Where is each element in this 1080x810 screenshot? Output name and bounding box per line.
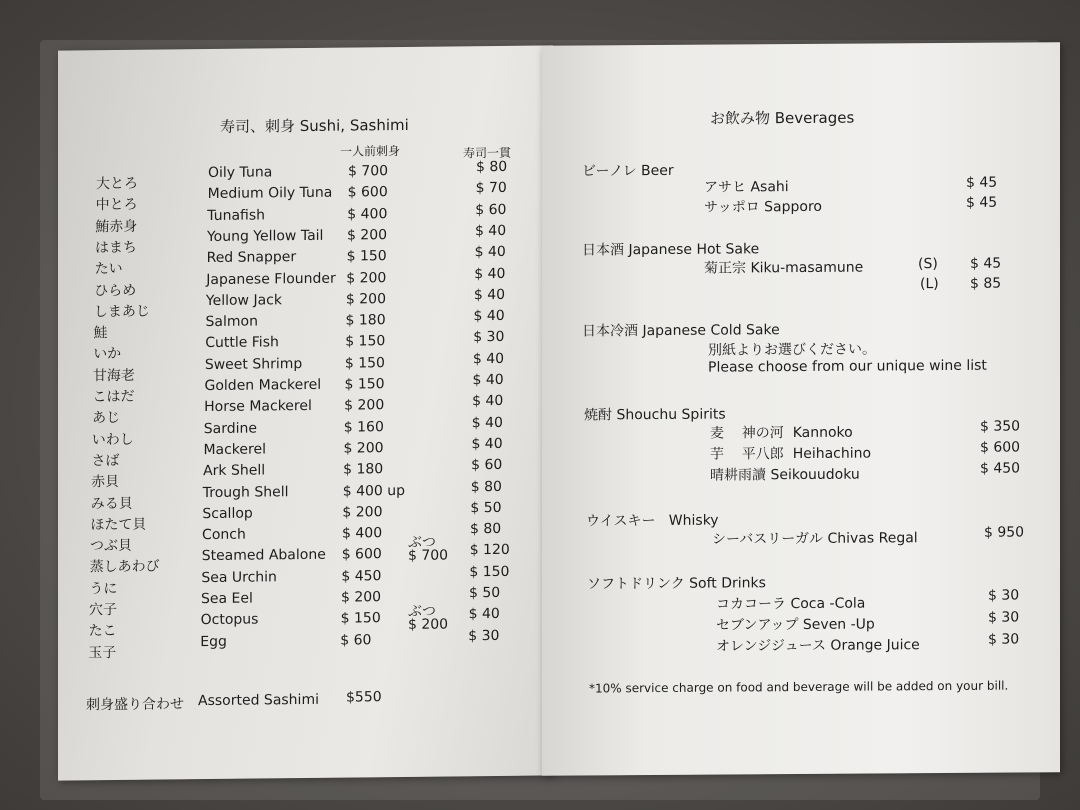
sushi-price: $ 50 <box>470 499 502 517</box>
sushi-price: $ 40 <box>473 308 505 325</box>
section-heading-beer: ビーノレ Beer <box>582 162 674 180</box>
sushi-price: $ 40 <box>474 244 506 261</box>
item-name-jp: 玉子 <box>88 644 117 661</box>
item-name-en: Steamed Abalone <box>201 547 326 565</box>
item-name-en: Scallop <box>202 505 253 522</box>
item-name-jp: はまち <box>94 239 137 257</box>
sushi-price: $ 80 <box>470 478 502 495</box>
item-name-en: Yellow Jack <box>205 292 282 309</box>
whisky-item: シーバスリーガル Chivas Regal <box>712 530 918 548</box>
size-small: (S) <box>918 256 938 273</box>
sashimi-price: $ 400 up <box>342 482 406 500</box>
sushi-price: $ 40 <box>474 265 506 282</box>
item-name-jp: こはだ <box>92 388 135 406</box>
sashimi-price: $ 150 <box>345 333 386 350</box>
item-name-jp: たい <box>94 261 123 278</box>
butsu-label: ぶつ <box>408 603 436 620</box>
sashimi-price: $ 200 <box>344 397 385 414</box>
item-name-jp: 鮪赤身 <box>95 218 138 235</box>
item-name-jp: 甘海老 <box>92 367 135 384</box>
sashimi-price: $ 180 <box>345 312 386 329</box>
item-name-en: Young Yellow Tail <box>206 227 324 245</box>
sashimi-price: $ 450 <box>341 567 382 585</box>
sashimi-price: $ 150 <box>346 248 387 265</box>
shochu-item: 晴耕雨讀 Seikouudoku <box>710 466 860 484</box>
sashimi-price: $ 200 <box>345 290 386 308</box>
item-name-jp: 赤貝 <box>91 474 120 491</box>
assorted-en: Assorted Sashimi <box>198 691 319 710</box>
sushi-price: $ 150 <box>469 563 510 580</box>
item-name-jp: つぶ貝 <box>90 537 133 555</box>
item-name-en: Red Snapper <box>206 249 297 267</box>
item-name-en: Medium Oily Tuna <box>207 185 333 203</box>
beer-price: $ 45 <box>966 194 998 211</box>
sashimi-price: $ 200 <box>342 503 383 521</box>
item-name-en: Trough Shell <box>202 483 289 501</box>
sashimi-price: $ 600 <box>347 184 388 201</box>
sushi-price: $ 80 <box>470 521 502 538</box>
sushi-price: $ 40 <box>472 350 505 367</box>
section-heading-shochu: 焼酎 Shouchu Spirits <box>584 406 726 424</box>
item-name-jp: ほたて貝 <box>90 516 147 534</box>
soft-drink-item: オレンジジュース Orange Juice <box>716 637 920 655</box>
item-name-jp: うに <box>89 580 118 597</box>
sashimi-price: $ 200 <box>343 440 384 457</box>
shochu-price: $ 450 <box>980 460 1021 477</box>
section-heading-cold-sake: 日本冷酒 Japanese Cold Sake <box>582 322 780 340</box>
whisky-price: $ 950 <box>984 524 1025 541</box>
item-name-en: Sea Eel <box>201 590 253 608</box>
item-name-jp: いわし <box>91 431 134 448</box>
shochu-price: $ 600 <box>980 439 1021 456</box>
soft-drink-item: コカコーラ Coca -Cola <box>716 595 866 613</box>
sushi-price: $ 60 <box>475 201 507 218</box>
item-name-en: Mackerel <box>203 441 266 458</box>
sashimi-price: $ 160 <box>343 418 384 436</box>
item-name-en: Golden Mackerel <box>204 376 322 395</box>
shochu-price: $ 350 <box>980 418 1021 435</box>
item-name-jp: 大とろ <box>96 175 138 193</box>
item-name-jp: 中とろ <box>95 197 138 214</box>
sushi-price: $ 70 <box>475 180 507 197</box>
item-name-jp: あじ <box>92 410 121 427</box>
butsu-label: ぶつ <box>408 534 436 551</box>
sushi-price: $ 30 <box>468 627 500 644</box>
item-name-en: Japanese Flounder <box>206 270 336 288</box>
sushi-price: $ 40 <box>472 371 504 389</box>
item-name-jp: みる貝 <box>90 495 133 512</box>
item-name-en: Tunafish <box>207 207 266 224</box>
assorted-price: $550 <box>346 689 382 706</box>
item-name-jp: しまあじ <box>93 303 150 321</box>
beer-price: $ 45 <box>966 174 998 191</box>
menu-page-sushi <box>58 45 553 780</box>
soft-drink-price: $ 30 <box>988 587 1020 604</box>
sushi-price: $ 60 <box>471 457 503 474</box>
item-name-jp: 鮭 <box>93 325 108 342</box>
sashimi-price: $ 200 <box>346 227 388 244</box>
item-name-en: Sardine <box>203 420 258 437</box>
sushi-price: $ 80 <box>476 158 508 176</box>
butsu-price: $ 700 <box>408 547 449 564</box>
item-name-jp: 穴子 <box>89 601 117 619</box>
menu-page-beverages <box>542 42 1060 776</box>
hot-sake-price-large: $ 85 <box>970 275 1002 292</box>
item-name-en: Sea Urchin <box>201 568 277 586</box>
shochu-item: 麦 神の河 Kannoko <box>710 424 853 442</box>
item-name-en: Sweet Shrimp <box>204 355 303 373</box>
sashimi-price: $ 180 <box>343 461 384 478</box>
sushi-price: $ 40 <box>471 414 503 431</box>
sashimi-price: $ 200 <box>346 269 387 287</box>
size-large: (L) <box>920 276 939 293</box>
section-heading-hot-sake: 日本酒 Japanese Hot Sake <box>582 241 760 259</box>
sashimi-price: $ 400 <box>342 525 383 542</box>
cold-sake-note-jp: 別紙よりお選びください。 <box>708 341 876 359</box>
sushi-price: $ 40 <box>472 393 504 410</box>
item-name-en: Ark Shell <box>203 462 266 480</box>
cold-sake-note-en: Please choose from our unique wine list <box>708 357 987 376</box>
sashimi-price: $ 700 <box>348 163 389 180</box>
item-name-en: Salmon <box>205 313 258 331</box>
sashimi-price: $ 600 <box>341 546 382 564</box>
hot-sake-item: 菊正宗 Kiku-masamune <box>704 259 864 277</box>
page-title: 寿司、刺身 Sushi, Sashimi <box>220 115 409 136</box>
soft-drink-price: $ 30 <box>988 631 1020 648</box>
beer-item: アサヒ Asahi <box>704 179 789 196</box>
item-name-jp: たこ <box>88 623 117 640</box>
item-name-en: Cuttle Fish <box>205 334 279 352</box>
shochu-item: 芋 平八郎 Heihachino <box>710 445 872 463</box>
sashimi-price: $ 150 <box>344 376 385 393</box>
sushi-price: $ 40 <box>473 286 506 304</box>
hot-sake-price-small: $ 45 <box>970 255 1002 272</box>
sushi-price: $ 40 <box>471 435 503 453</box>
soft-drink-price: $ 30 <box>988 609 1020 626</box>
item-name-jp: さば <box>91 452 120 470</box>
beer-item: サッポロ Sapporo <box>704 198 822 216</box>
sashimi-price: $ 200 <box>341 589 382 606</box>
assorted-jp: 刺身盛り合わせ <box>86 696 184 714</box>
section-heading-soft-drinks: ソフトドリンク Soft Drinks <box>587 575 766 593</box>
item-name-jp: いか <box>93 346 122 363</box>
sashimi-price: $ 60 <box>340 631 372 649</box>
item-name-en: Egg <box>200 633 227 650</box>
soft-drink-item: セブンアップ Seven -Up <box>716 616 875 634</box>
page-title: お飲み物 Beverages <box>710 108 855 128</box>
sushi-price: $ 50 <box>469 584 501 602</box>
sushi-price: $ 30 <box>473 329 505 346</box>
sushi-price: $ 120 <box>469 542 510 559</box>
item-name-en: Horse Mackerel <box>204 398 312 416</box>
butsu-price: $ 200 <box>408 616 449 633</box>
sushi-price: $ 40 <box>468 606 500 623</box>
sashimi-price: $ 400 <box>347 205 388 223</box>
column-header-sushi: 寿司一貫 <box>463 145 512 161</box>
sashimi-price: $ 150 <box>340 610 381 627</box>
item-name-jp: 蒸しあわび <box>89 558 160 576</box>
item-name-jp: ひらめ <box>94 282 137 299</box>
sashimi-price: $ 150 <box>344 354 385 372</box>
item-name-en: Oily Tuna <box>208 164 273 182</box>
column-header-sashimi: 一人前刺身 <box>340 144 401 159</box>
item-name-en: Octopus <box>200 611 259 629</box>
item-name-en: Conch <box>202 526 246 544</box>
sushi-price: $ 40 <box>474 222 507 240</box>
service-charge-note: *10% service charge on food and beverage will be added on your bill. <box>589 678 1009 696</box>
section-heading-whisky: ウイスキー Whisky <box>586 512 719 530</box>
